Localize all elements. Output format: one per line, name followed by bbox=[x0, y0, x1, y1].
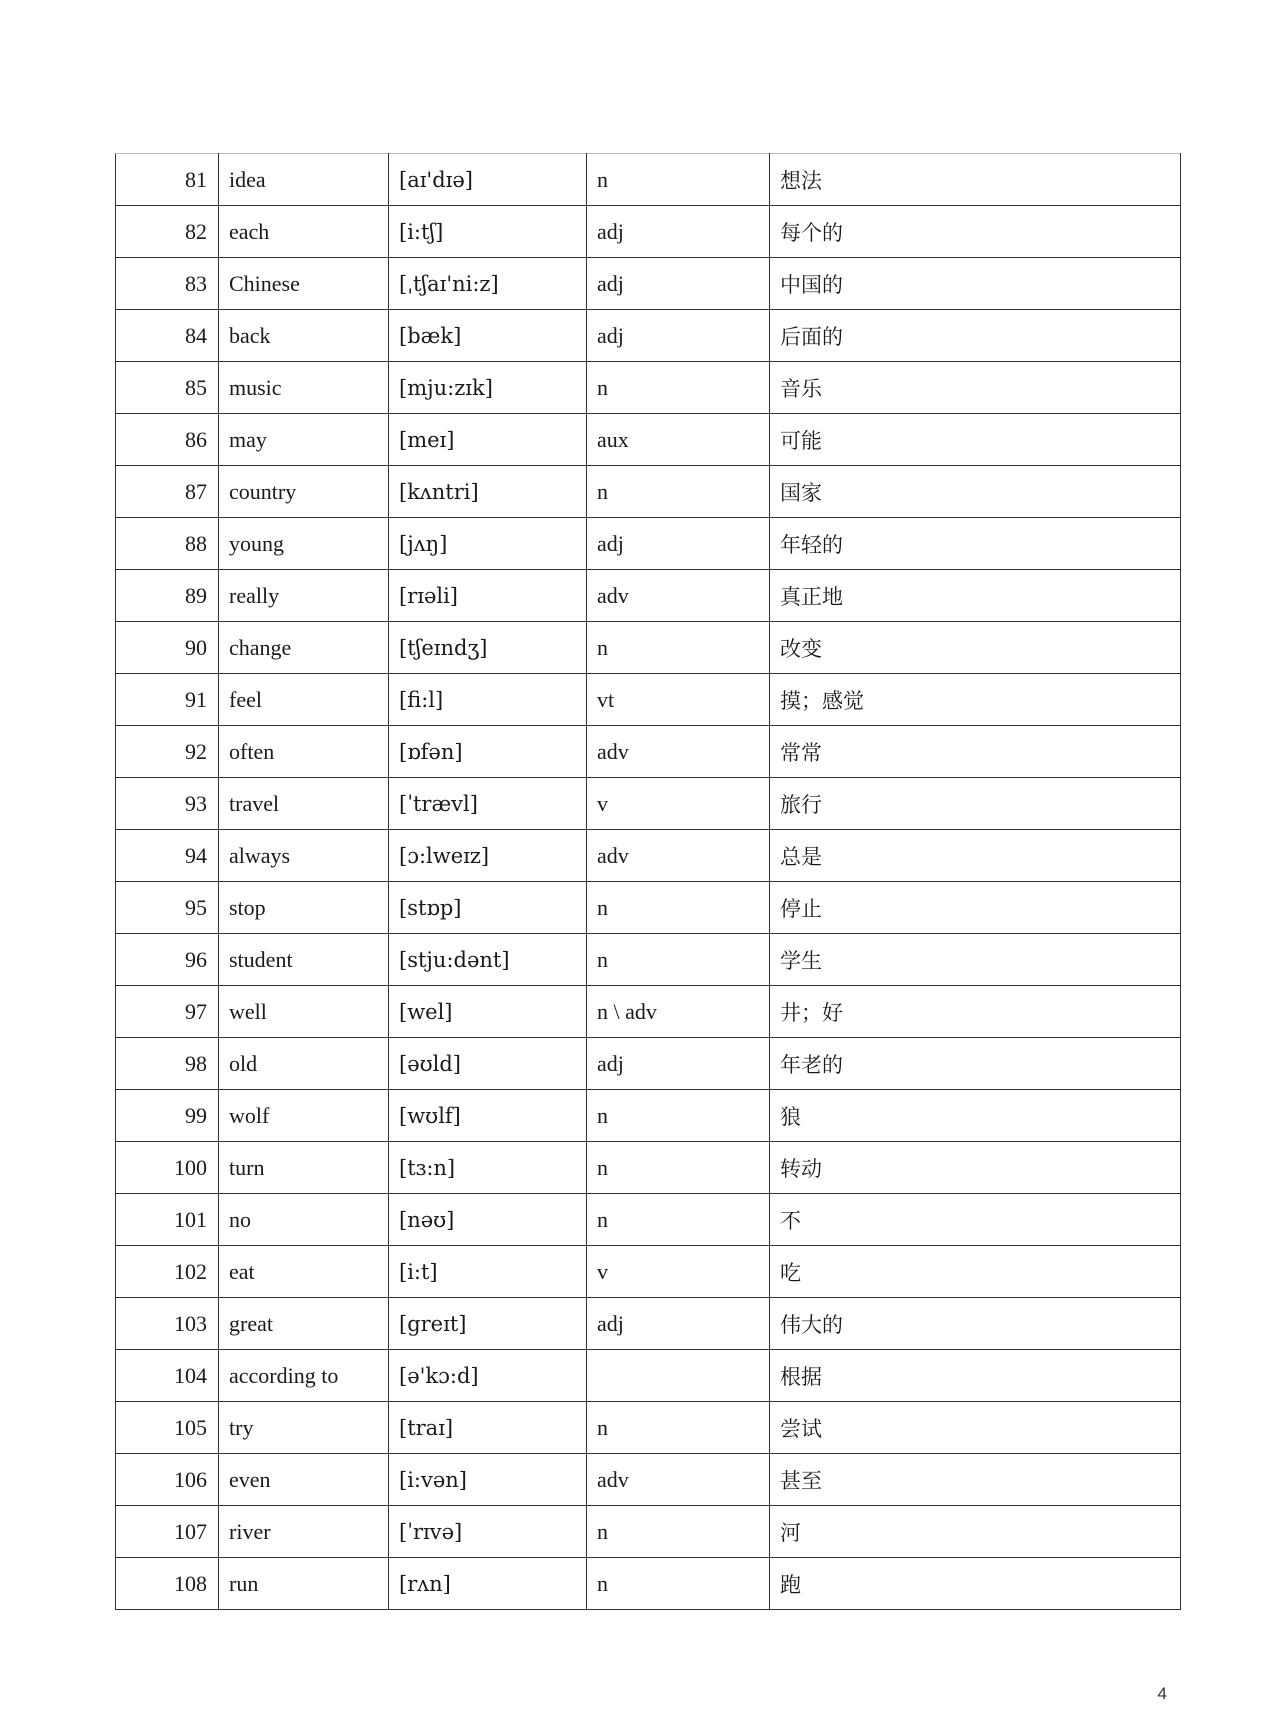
phonetic-transcription: [meɪ] bbox=[389, 414, 587, 466]
word-number: 88 bbox=[116, 518, 219, 570]
word-number: 84 bbox=[116, 310, 219, 362]
table-row bbox=[116, 778, 1181, 830]
table-row bbox=[116, 414, 1181, 466]
part-of-speech bbox=[587, 1350, 770, 1402]
page-number: 4 bbox=[1157, 1684, 1167, 1703]
word-number: 97 bbox=[116, 986, 219, 1038]
word-number: 103 bbox=[116, 1298, 219, 1350]
part-of-speech: adj bbox=[587, 258, 770, 310]
chinese-meaning: 可能 bbox=[770, 414, 1181, 466]
table-row bbox=[116, 206, 1181, 258]
phonetic-transcription: [wʊlf] bbox=[389, 1090, 587, 1142]
chinese-meaning: 河 bbox=[770, 1506, 1181, 1558]
chinese-meaning: 总是 bbox=[770, 830, 1181, 882]
english-word: even bbox=[219, 1454, 389, 1506]
word-number: 89 bbox=[116, 570, 219, 622]
chinese-meaning: 后面的 bbox=[770, 310, 1181, 362]
word-number: 81 bbox=[116, 154, 219, 206]
phonetic-transcription: [rʌn] bbox=[389, 1558, 587, 1610]
phonetic-transcription: [jʌŋ] bbox=[389, 518, 587, 570]
part-of-speech: n \ adv bbox=[587, 986, 770, 1038]
english-word: always bbox=[219, 830, 389, 882]
word-number: 91 bbox=[116, 674, 219, 726]
chinese-meaning: 狼 bbox=[770, 1090, 1181, 1142]
chinese-meaning: 转动 bbox=[770, 1142, 1181, 1194]
chinese-meaning: 跑 bbox=[770, 1558, 1181, 1610]
english-word: Chinese bbox=[219, 258, 389, 310]
table-row bbox=[116, 1038, 1181, 1090]
table-row bbox=[116, 1402, 1181, 1454]
chinese-meaning: 中国的 bbox=[770, 258, 1181, 310]
word-number: 82 bbox=[116, 206, 219, 258]
phonetic-transcription: [tʃeɪndʒ] bbox=[389, 622, 587, 674]
phonetic-transcription: [i:tʃ] bbox=[389, 206, 587, 258]
chinese-meaning: 年老的 bbox=[770, 1038, 1181, 1090]
part-of-speech: n bbox=[587, 154, 770, 206]
table-row bbox=[116, 570, 1181, 622]
chinese-meaning: 国家 bbox=[770, 466, 1181, 518]
table-row bbox=[116, 882, 1181, 934]
chinese-meaning: 停止 bbox=[770, 882, 1181, 934]
phonetic-transcription: [ˌtʃaɪ'ni:z] bbox=[389, 258, 587, 310]
table-row bbox=[116, 154, 1181, 206]
chinese-meaning: 甚至 bbox=[770, 1454, 1181, 1506]
chinese-meaning: 年轻的 bbox=[770, 518, 1181, 570]
part-of-speech: adj bbox=[587, 1298, 770, 1350]
word-number: 108 bbox=[116, 1558, 219, 1610]
phonetic-transcription: [stɒp] bbox=[389, 882, 587, 934]
phonetic-transcription: [tɜ:n] bbox=[389, 1142, 587, 1194]
word-number: 100 bbox=[116, 1142, 219, 1194]
part-of-speech: n bbox=[587, 1194, 770, 1246]
chinese-meaning: 音乐 bbox=[770, 362, 1181, 414]
table-row bbox=[116, 934, 1181, 986]
word-number: 94 bbox=[116, 830, 219, 882]
word-number: 96 bbox=[116, 934, 219, 986]
phonetic-transcription: [ɔ:lweɪz] bbox=[389, 830, 587, 882]
table-row bbox=[116, 986, 1181, 1038]
chinese-meaning: 想法 bbox=[770, 154, 1181, 206]
chinese-meaning: 学生 bbox=[770, 934, 1181, 986]
word-number: 98 bbox=[116, 1038, 219, 1090]
word-number: 93 bbox=[116, 778, 219, 830]
part-of-speech: n bbox=[587, 622, 770, 674]
part-of-speech: adv bbox=[587, 570, 770, 622]
part-of-speech: vt bbox=[587, 674, 770, 726]
chinese-meaning: 改变 bbox=[770, 622, 1181, 674]
phonetic-transcription: [fi:l] bbox=[389, 674, 587, 726]
phonetic-transcription: [ɒfən] bbox=[389, 726, 587, 778]
english-word: river bbox=[219, 1506, 389, 1558]
phonetic-transcription: [i:vən] bbox=[389, 1454, 587, 1506]
part-of-speech: n bbox=[587, 1558, 770, 1610]
english-word: change bbox=[219, 622, 389, 674]
part-of-speech: adj bbox=[587, 310, 770, 362]
english-word: young bbox=[219, 518, 389, 570]
part-of-speech: adj bbox=[587, 518, 770, 570]
part-of-speech: n bbox=[587, 1090, 770, 1142]
vocabulary-table-body bbox=[116, 154, 1181, 1610]
table-row bbox=[116, 622, 1181, 674]
english-word: really bbox=[219, 570, 389, 622]
phonetic-transcription: [bæk] bbox=[389, 310, 587, 362]
english-word: often bbox=[219, 726, 389, 778]
word-number: 99 bbox=[116, 1090, 219, 1142]
table-row bbox=[116, 258, 1181, 310]
table-row bbox=[116, 1454, 1181, 1506]
table-row bbox=[116, 1142, 1181, 1194]
phonetic-transcription: [rɪəli] bbox=[389, 570, 587, 622]
english-word: music bbox=[219, 362, 389, 414]
word-number: 101 bbox=[116, 1194, 219, 1246]
chinese-meaning: 每个的 bbox=[770, 206, 1181, 258]
table-row bbox=[116, 1090, 1181, 1142]
table-row bbox=[116, 1298, 1181, 1350]
english-word: country bbox=[219, 466, 389, 518]
word-number: 83 bbox=[116, 258, 219, 310]
table-row bbox=[116, 1558, 1181, 1610]
phonetic-transcription: [stju:dənt] bbox=[389, 934, 587, 986]
part-of-speech: n bbox=[587, 882, 770, 934]
part-of-speech: adj bbox=[587, 1038, 770, 1090]
english-word: back bbox=[219, 310, 389, 362]
part-of-speech: v bbox=[587, 778, 770, 830]
chinese-meaning: 不 bbox=[770, 1194, 1181, 1246]
chinese-meaning: 尝试 bbox=[770, 1402, 1181, 1454]
english-word: old bbox=[219, 1038, 389, 1090]
chinese-meaning: 摸；感觉 bbox=[770, 674, 1181, 726]
part-of-speech: n bbox=[587, 466, 770, 518]
english-word: run bbox=[219, 1558, 389, 1610]
table-row bbox=[116, 466, 1181, 518]
word-number: 105 bbox=[116, 1402, 219, 1454]
phonetic-transcription: [traɪ] bbox=[389, 1402, 587, 1454]
phonetic-transcription: [əʊld] bbox=[389, 1038, 587, 1090]
english-word: idea bbox=[219, 154, 389, 206]
english-word: stop bbox=[219, 882, 389, 934]
word-number: 106 bbox=[116, 1454, 219, 1506]
word-number: 104 bbox=[116, 1350, 219, 1402]
word-number: 87 bbox=[116, 466, 219, 518]
part-of-speech: n bbox=[587, 934, 770, 986]
phonetic-transcription: [ˈrɪvə] bbox=[389, 1506, 587, 1558]
english-word: eat bbox=[219, 1246, 389, 1298]
part-of-speech: n bbox=[587, 1402, 770, 1454]
english-word: may bbox=[219, 414, 389, 466]
vocabulary-table bbox=[115, 153, 1181, 1610]
table-row bbox=[116, 1246, 1181, 1298]
chinese-meaning: 井；好 bbox=[770, 986, 1181, 1038]
english-word: each bbox=[219, 206, 389, 258]
chinese-meaning: 真正地 bbox=[770, 570, 1181, 622]
phonetic-transcription: [ə'kɔ:d] bbox=[389, 1350, 587, 1402]
english-word: feel bbox=[219, 674, 389, 726]
english-word: wolf bbox=[219, 1090, 389, 1142]
phonetic-transcription: [ˈtrævl] bbox=[389, 778, 587, 830]
table-row bbox=[116, 726, 1181, 778]
table-row bbox=[116, 518, 1181, 570]
part-of-speech: adv bbox=[587, 1454, 770, 1506]
part-of-speech: n bbox=[587, 1142, 770, 1194]
phonetic-transcription: [greɪt] bbox=[389, 1298, 587, 1350]
table-row bbox=[116, 674, 1181, 726]
phonetic-transcription: [i:t] bbox=[389, 1246, 587, 1298]
part-of-speech: adj bbox=[587, 206, 770, 258]
word-number: 85 bbox=[116, 362, 219, 414]
part-of-speech: n bbox=[587, 362, 770, 414]
english-word: great bbox=[219, 1298, 389, 1350]
table-row bbox=[116, 1194, 1181, 1246]
word-number: 107 bbox=[116, 1506, 219, 1558]
phonetic-transcription: [kʌntri] bbox=[389, 466, 587, 518]
phonetic-transcription: [aɪ'dɪə] bbox=[389, 154, 587, 206]
part-of-speech: adv bbox=[587, 830, 770, 882]
english-word: travel bbox=[219, 778, 389, 830]
part-of-speech: v bbox=[587, 1246, 770, 1298]
phonetic-transcription: [wel] bbox=[389, 986, 587, 1038]
table-row bbox=[116, 1350, 1181, 1402]
word-number: 92 bbox=[116, 726, 219, 778]
english-word: turn bbox=[219, 1142, 389, 1194]
english-word: student bbox=[219, 934, 389, 986]
part-of-speech: adv bbox=[587, 726, 770, 778]
part-of-speech: n bbox=[587, 1506, 770, 1558]
chinese-meaning: 伟大的 bbox=[770, 1298, 1181, 1350]
table-row bbox=[116, 830, 1181, 882]
phonetic-transcription: [mju:zɪk] bbox=[389, 362, 587, 414]
phonetic-transcription: [nəʊ] bbox=[389, 1194, 587, 1246]
english-word: well bbox=[219, 986, 389, 1038]
word-number: 90 bbox=[116, 622, 219, 674]
chinese-meaning: 常常 bbox=[770, 726, 1181, 778]
chinese-meaning: 旅行 bbox=[770, 778, 1181, 830]
chinese-meaning: 根据 bbox=[770, 1350, 1181, 1402]
table-row bbox=[116, 362, 1181, 414]
word-number: 95 bbox=[116, 882, 219, 934]
english-word: according to bbox=[219, 1350, 389, 1402]
table-row bbox=[116, 310, 1181, 362]
chinese-meaning: 吃 bbox=[770, 1246, 1181, 1298]
word-number: 102 bbox=[116, 1246, 219, 1298]
english-word: try bbox=[219, 1402, 389, 1454]
table-row bbox=[116, 1506, 1181, 1558]
english-word: no bbox=[219, 1194, 389, 1246]
part-of-speech: aux bbox=[587, 414, 770, 466]
word-number: 86 bbox=[116, 414, 219, 466]
